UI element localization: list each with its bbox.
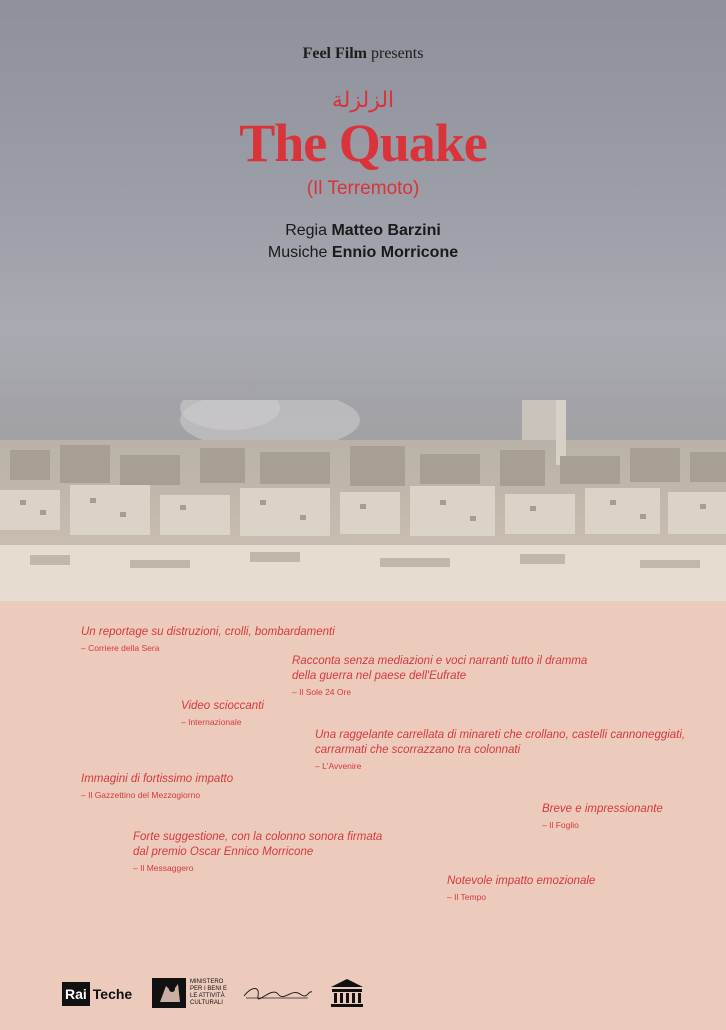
director-name: Matteo Barzini <box>331 222 441 239</box>
presents-brand: Feel Film <box>302 45 367 62</box>
film-subtitle: (Il Terremoto) <box>306 178 420 199</box>
feelfilm-signature-logo <box>242 982 314 1008</box>
presents-word: presents <box>370 45 424 62</box>
quote-source: – Il Messaggero <box>133 863 194 873</box>
unesco-logo-icon <box>330 978 364 1013</box>
press-quote <box>181 699 264 727</box>
quote-text: Notevole impatto emozionale <box>447 875 596 887</box>
rai-teche-logo <box>62 981 132 1007</box>
music-credit <box>0 244 726 262</box>
quote-text-line: della guerra nel paese dell'Eufrate <box>292 670 467 682</box>
quote-source: – Il Tempo <box>447 892 487 902</box>
teche-wordmark: Teche <box>92 986 133 1002</box>
film-title: The Quake <box>239 113 487 173</box>
music-name: Ennio Morricone <box>331 244 459 261</box>
mibact-logo <box>152 978 230 1008</box>
quote-source: – L'Avvenire <box>315 761 362 771</box>
quote-source: – Il Gazzettino del Mezzogiorno <box>81 790 201 800</box>
city-skyline-image <box>0 400 726 601</box>
quote-text-line: dal premio Oscar Ennico Morricone <box>133 846 314 858</box>
quote-text: Video scioccanti <box>181 700 264 712</box>
quote-text-line: Racconta senza mediazioni e voci narranti tutto il dramma <box>292 655 588 667</box>
press-quote <box>292 654 587 697</box>
director-label: Regia <box>285 222 327 239</box>
quote-text: Un reportage su distruzioni, crolli, bombardamenti <box>81 626 335 638</box>
presents-line <box>0 45 726 63</box>
mibact-text: MINISTERO PER I BENI E LE ATTIVITÀ CULTURALI <box>190 979 228 1006</box>
quote-text: Immagini di fortissimo impatto <box>81 773 234 785</box>
quote-text-line: Forte suggestione, con la colonno sonora firmata <box>133 831 383 843</box>
mibact-emblem-icon <box>152 978 186 1008</box>
arabic-title: الزلزلة <box>331 88 395 113</box>
press-quote <box>81 625 335 653</box>
quote-text-line: Una raggelante carrellata di minareti che crollano, castelli cannoneggiati, <box>315 729 686 741</box>
press-quote <box>447 874 595 902</box>
quote-source: – Il Sole 24 Ore <box>292 687 352 697</box>
quote-source: – Il Foglio <box>542 820 579 830</box>
quote-source: – Internazionale <box>181 717 242 727</box>
press-quote <box>133 830 382 873</box>
music-label: Musiche <box>267 244 328 261</box>
director-credit <box>0 222 726 240</box>
quote-text: Breve e impressionante <box>542 803 663 815</box>
quote-source: – Corriere della Sera <box>81 643 160 653</box>
quote-text-line: carrarmati che scorrazzano tra colonnati <box>315 744 521 756</box>
press-quote <box>315 728 685 771</box>
press-quote <box>81 772 233 800</box>
press-quote <box>542 802 663 830</box>
rai-logo-box: Rai <box>62 982 90 1006</box>
